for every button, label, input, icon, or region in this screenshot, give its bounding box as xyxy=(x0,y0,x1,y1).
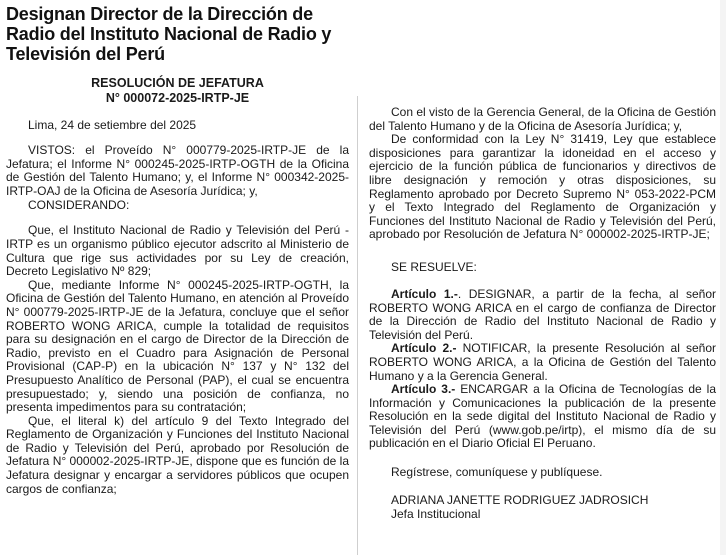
signer-name: ADRIANA JANETTE RODRIGUEZ JADROSICH xyxy=(391,493,649,508)
considerando-heading: CONSIDERANDO: xyxy=(28,198,130,213)
conformidad-paragraph: De conformidad con la Ley N° 31419, Ley que establece disposiciones para garantizar la idoneidad en el acceso y ejercicio de la función pública de funcionarios y directivos de libre designación y remoción y otras disposiciones, su Reglamento aprobado por Decreto Supremo N° 053-2022-PCM y el Texto Integrado del Reglamento de Organización y Funciones del Instituto Nacional de Radio y Televisión del Perú, aprobado por Resolución de Jefatura N° 000002-2025-IRTP-JE; xyxy=(369,132,716,242)
headline: Designan Director de la Dirección de Radio del Instituto Nacional de Radio y Televisión del Perú xyxy=(6,4,332,64)
resolution-number: N° 000072-2025-IRTP-JE xyxy=(105,91,250,105)
se-resuelve-heading: SE RESUELVE: xyxy=(391,259,477,274)
left-column xyxy=(6,4,349,496)
resolution-header xyxy=(6,76,349,106)
resolution-title: RESOLUCIÓN DE JEFATURA xyxy=(91,76,264,90)
column-divider xyxy=(357,96,358,555)
article-2-text: NOTIFICAR, la presente Resolución al señor ROBERTO WONG ARICA, a la Oficina de Gestión del Talento Humano y a la Gerencia General. xyxy=(369,341,717,383)
considerando-paragraph-2: Que, mediante Informe N° 000245-2025-IRTP-OGTH, la Oficina de Gestión del Talento Humano, en atención al Proveído N° 000779-2025-IRTP-JE de la Jefatura, concluye que el señor ROBERTO WONG ARICA, cumple la totalidad de requisitos para su designación en el cargo de Director de la Dirección de Radio, previsto en el Cuadro para Asignación de Personal Provisional (CAP-P) en la ubicación N° 137 y N° 132 del Presupuesto Analítico de Personal (PAP), el cual se encuentra presupuestado; y, siendo una posición de confianza, no presenta impedimentos para su contratación; xyxy=(6,277,349,415)
article-2-label: Artículo 2.- xyxy=(391,341,457,356)
considerando-paragraph-3: Que, el literal k) del artículo 9 del Texto Integrado del Reglamento de Organización y Funciones del Instituto Nacional de Radio y Televisión del Perú, aprobado por Resolución de Jefatura N° 000002-2025-IRTP-JE, dispone que es función de la Jefatura designar y encargar a servidores públicos que ocupen cargos de confianza; xyxy=(6,413,349,496)
article-3 xyxy=(369,383,716,451)
closing-line: Regístrese, comuníquese y publíquese. xyxy=(391,465,603,480)
article-1 xyxy=(369,288,716,342)
article-2 xyxy=(369,342,716,383)
con-visto-paragraph: Con el visto de la Gerencia General, de la Oficina de Gestión del Talento Humano y de la Oficina de Asesoría Jurídica; y, xyxy=(369,105,716,133)
right-column xyxy=(369,106,716,521)
article-3-text: ENCARGAR a la Oficina de Tecnologías de la Información y Comunicaciones la publicación de la presente Resolución en la sede digital del Instituto Nacional de Radio y Televisión del Perú (www.gob.pe/irtp), el mismo día de su publicación en el Diario Oficial El Peruano. xyxy=(369,382,717,451)
considerando-paragraph-1: Que, el Instituto Nacional de Radio y Televisión del Perú - IRTP es un organismo público ejecutor adscrito al Ministerio de Cultura que rige sus actividades por su Ley de creación, Decreto Legislativo Nº 829; xyxy=(6,223,349,279)
page-edge xyxy=(720,0,726,555)
resolution-date: Lima, 24 de setiembre del 2025 xyxy=(28,118,197,132)
article-1-text: . DESIGNAR, a partir de la fecha, al señor ROBERTO WONG ARICA en el cargo de confianza de Director de la Dirección de Radio del Instituto Nacional de Radio y Televisión del Perú. xyxy=(369,286,717,342)
signer-title: Jefa Institucional xyxy=(391,507,481,522)
vistos-paragraph: VISTOS: el Proveído N° 000779-2025-IRTP-JE de la Jefatura; el Informe N° 000245-2025-IRTP-OGTH de la Oficina de Gestión del Talento Humano; y, el Informe N° 000342-2025-IRTP-OAJ de la Oficina de Asesoría Jurídica; y, xyxy=(6,143,349,198)
article-1-label: Artículo 1.- xyxy=(391,286,458,301)
article-3-label: Artículo 3.- xyxy=(391,382,456,397)
